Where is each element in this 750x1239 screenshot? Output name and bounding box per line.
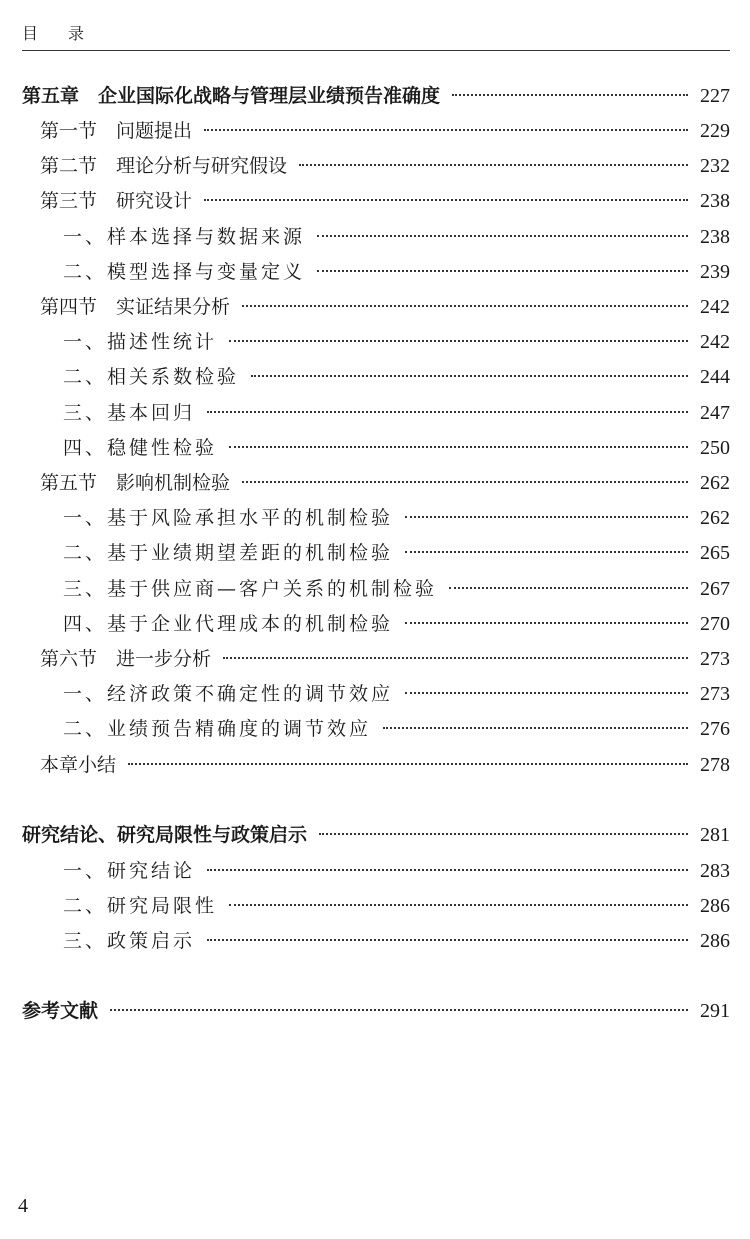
toc-entry-title: 本章小结 <box>40 754 117 776</box>
toc-entry-page: 281 <box>700 824 730 846</box>
toc-leader <box>452 94 688 96</box>
toc-entry-references[interactable] <box>22 998 730 1024</box>
toc-entry-page: 250 <box>700 437 730 459</box>
toc-entry-page: 244 <box>700 366 730 388</box>
page-number: 4 <box>18 1195 28 1217</box>
running-header <box>22 18 730 51</box>
toc-entry-subsection[interactable] <box>63 435 730 461</box>
toc-entry-title: 二、模型选择与变量定义 <box>63 261 306 283</box>
toc-entry-page: 242 <box>700 296 730 318</box>
toc-entry-page: 238 <box>700 190 730 212</box>
toc-entry-subsection[interactable] <box>63 364 730 390</box>
toc-entry-section-3[interactable] <box>40 188 730 214</box>
toc-entry-title: 一、研究结论 <box>63 860 196 882</box>
toc-entry-page: 239 <box>700 261 730 283</box>
toc-entry-subsection[interactable] <box>63 224 730 250</box>
toc-entry-subsection[interactable] <box>63 505 730 531</box>
toc-leader <box>251 375 688 377</box>
toc-entry-subsection[interactable] <box>63 681 730 707</box>
toc-entry-page: 242 <box>700 331 730 353</box>
toc-entry-title: 一、基于风险承担水平的机制检验 <box>63 507 394 529</box>
toc-entry-page: 262 <box>700 507 730 529</box>
toc-entry-title: 三、政策启示 <box>63 930 196 952</box>
toc-entry-conclusions[interactable] <box>22 822 730 848</box>
toc-leader <box>229 340 688 342</box>
toc-leader <box>204 129 688 131</box>
toc-entry-page: 247 <box>700 402 730 424</box>
toc-entry-title: 三、基本回归 <box>63 402 196 424</box>
toc-entry-title: 参考文献 <box>22 1000 99 1022</box>
toc-entry-title: 一、经济政策不确定性的调节效应 <box>63 683 394 705</box>
toc-entry-page: 229 <box>700 120 730 142</box>
toc-entry-page: 238 <box>700 226 730 248</box>
toc-entry-title: 一、样本选择与数据来源 <box>63 226 306 248</box>
toc-entry-page: 232 <box>700 155 730 177</box>
toc-leader <box>207 411 688 413</box>
toc-entry-chapter-summary[interactable] <box>40 752 730 778</box>
toc-entry-subsection[interactable] <box>63 540 730 566</box>
toc-entry-page: 291 <box>700 1000 730 1022</box>
toc-entry-title: 二、研究局限性 <box>63 895 218 917</box>
toc-leader <box>405 622 688 624</box>
toc-entry-subsection[interactable] <box>63 928 730 954</box>
toc-entry-title: 第二节 理论分析与研究假设 <box>40 155 288 177</box>
toc-leader <box>405 692 688 694</box>
toc-leader <box>242 481 688 483</box>
toc-leader <box>242 305 688 307</box>
toc-entry-page: 262 <box>700 472 730 494</box>
toc-entry-page: 286 <box>700 930 730 952</box>
toc-leader <box>229 904 688 906</box>
toc-entry-title: 二、业绩预告精确度的调节效应 <box>63 718 372 740</box>
toc-entry-page: 270 <box>700 613 730 635</box>
toc-entry-title: 二、基于业绩期望差距的机制检验 <box>63 542 394 564</box>
toc-leader <box>299 164 688 166</box>
toc-entry-subsection[interactable] <box>63 259 730 285</box>
toc-entry-subsection[interactable] <box>63 400 730 426</box>
toc-entry-title: 第六节 进一步分析 <box>40 648 212 670</box>
toc-leader <box>110 1009 688 1011</box>
toc-entry-section-5[interactable] <box>40 470 730 496</box>
toc-leader <box>128 763 688 765</box>
toc-entry-section-2[interactable] <box>40 153 730 179</box>
toc-entry-title: 第一节 问题提出 <box>40 120 193 142</box>
toc-leader <box>229 446 688 448</box>
toc-entry-page: 283 <box>700 860 730 882</box>
toc-entry-page: 273 <box>700 683 730 705</box>
toc-entry-title: 二、相关系数检验 <box>63 366 240 388</box>
toc-leader <box>204 199 688 201</box>
toc-leader <box>317 270 688 272</box>
toc-entry-page: 278 <box>700 754 730 776</box>
toc-entry-section-1[interactable] <box>40 118 730 144</box>
toc-entry-title: 第五节 影响机制检验 <box>40 472 231 494</box>
toc-entry-title: 三、基于供应商—客户关系的机制检验 <box>63 578 438 600</box>
toc-entry-section-4[interactable] <box>40 294 730 320</box>
toc-entry-title: 第三节 研究设计 <box>40 190 193 212</box>
toc-entry-page: 286 <box>700 895 730 917</box>
toc-leader <box>207 869 688 871</box>
toc-entry-subsection[interactable] <box>63 611 730 637</box>
toc-entry-chapter-5[interactable] <box>22 83 730 109</box>
toc-entry-title: 一、描述性统计 <box>63 331 218 353</box>
toc-entry-page: 273 <box>700 648 730 670</box>
toc-entry-subsection[interactable] <box>63 329 730 355</box>
toc-entry-title: 研究结论、研究局限性与政策启示 <box>22 824 308 846</box>
toc-leader <box>319 833 688 835</box>
toc-entry-page: 227 <box>700 85 730 107</box>
toc-leader <box>405 516 688 518</box>
toc-entry-section-6[interactable] <box>40 646 730 672</box>
toc-entry-subsection[interactable] <box>63 893 730 919</box>
toc-leader <box>405 551 688 553</box>
toc-entry-subsection[interactable] <box>63 716 730 742</box>
toc-entry-subsection[interactable] <box>63 576 730 602</box>
toc-leader <box>449 587 688 589</box>
toc-leader <box>317 235 688 237</box>
toc-leader <box>223 657 688 659</box>
toc-entry-page: 267 <box>700 578 730 600</box>
toc-entry-title: 第五章 企业国际化战略与管理层业绩预告准确度 <box>22 85 441 107</box>
toc-leader <box>383 727 688 729</box>
toc-entry-page: 276 <box>700 718 730 740</box>
toc-entry-title: 四、稳健性检验 <box>63 437 218 459</box>
toc-entry-title: 第四节 实证结果分析 <box>40 296 231 318</box>
toc-entry-subsection[interactable] <box>63 858 730 884</box>
toc-entry-page: 265 <box>700 542 730 564</box>
running-header-label: 目录 <box>22 24 115 43</box>
toc-leader <box>207 939 688 941</box>
toc-entry-title: 四、基于企业代理成本的机制检验 <box>63 613 394 635</box>
